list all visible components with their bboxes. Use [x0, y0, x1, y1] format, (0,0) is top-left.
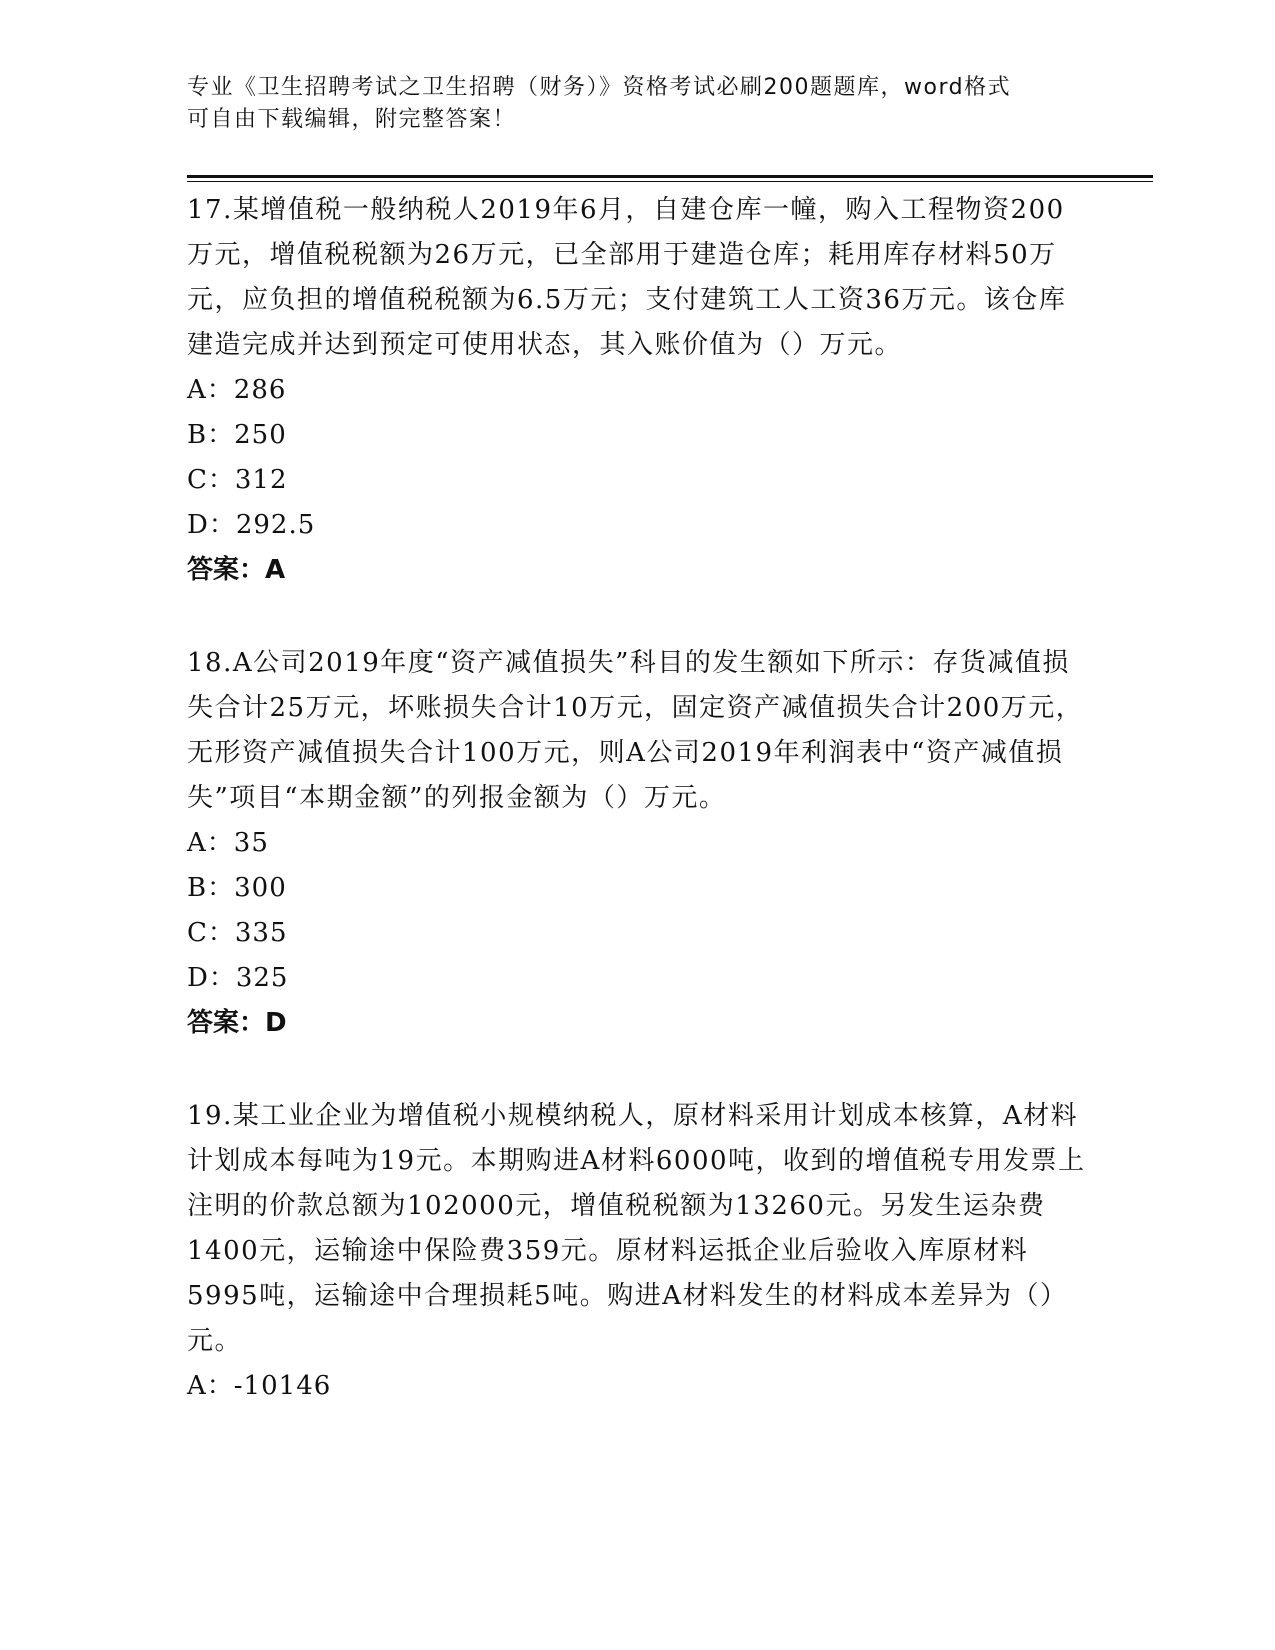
document-header	[187, 72, 1067, 136]
option-b: B：300	[187, 873, 287, 903]
question-stem: 19.某工业企业为增值税小规模纳税人，原材料采用计划成本核算，A材料计划成本每吨为19元。本期购进A材料6000吨，收到的增值税专用发票上注明的价款总额为102000元，增值税税额为13260元。另发生运杂费1400元，运输途中保险费359元。原材料运抵企业后验收入库原材料5995吨，运输途中合理损耗5吨。购进A材料发生的材料成本差异为（）元。	[187, 1101, 1086, 1356]
question-stem: 17.某增值税一般纳税人2019年6月，自建仓库一幢，购入工程物资200万元，增值税税额为26万元，已全部用于建造仓库；耗用库存材料50万元，应负担的增值税税额为6.5万元；支付建筑工人工资36万元。该仓库建造完成并达到预定可使用状态，其入账价值为（）万元。	[187, 195, 1067, 360]
option-a: A：-10146	[187, 1371, 332, 1401]
question-17	[187, 188, 1087, 593]
option-a: A：35	[187, 828, 269, 858]
question-list	[187, 188, 1087, 1457]
header-rule-thick	[187, 175, 1153, 178]
option-a: A：286	[187, 375, 287, 405]
option-c: C：335	[187, 918, 288, 948]
answer-line: 答案：A	[187, 555, 286, 585]
option-d: D：325	[187, 963, 289, 993]
header-rule-thin	[187, 181, 1153, 182]
question-18	[187, 641, 1087, 1046]
header-line-1: 专业《卫生招聘考试之卫生招聘（财务）》资格考试必刷200题题库，word格式	[187, 75, 1012, 100]
answer-line: 答案：D	[187, 1008, 287, 1038]
question-stem: 18.A公司2019年度“资产减值损失”科目的发生额如下所示：存货减值损失合计25万元，坏账损失合计10万元，固定资产减值损失合计200万元，无形资产减值损失合计100万元，则A公司2019年利润表中“资产减值损失”项目“本期金额”的列报金额为（）万元。	[187, 648, 1084, 813]
option-b: B：250	[187, 420, 287, 450]
option-d: D：292.5	[187, 510, 316, 540]
question-19	[187, 1094, 1087, 1409]
header-line-2: 可自由下载编辑，附完整答案！	[187, 107, 517, 132]
option-c: C：312	[187, 465, 288, 495]
